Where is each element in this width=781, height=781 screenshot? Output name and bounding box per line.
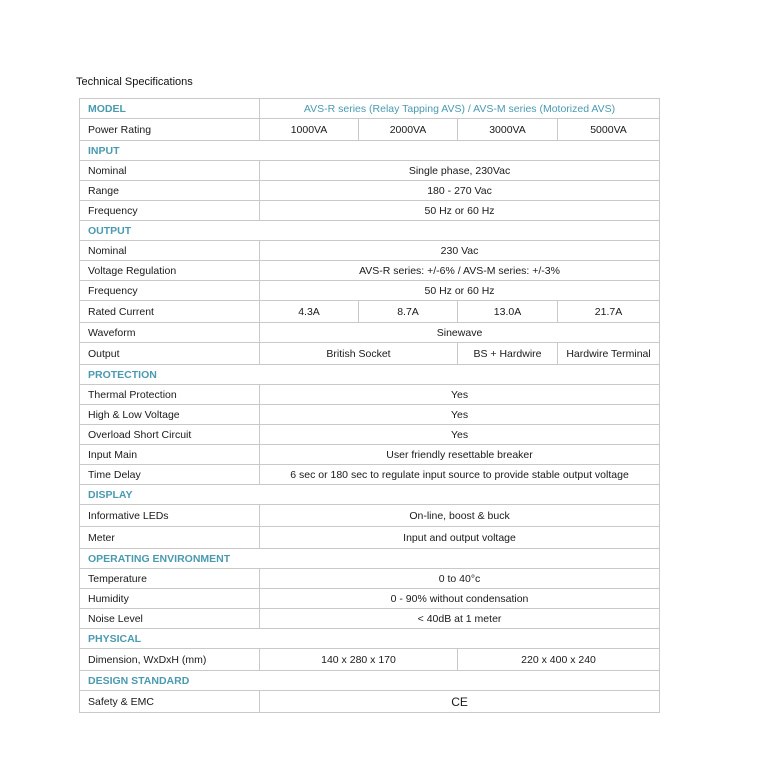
power-rating-row xyxy=(80,119,660,141)
row-label: Power Rating xyxy=(80,119,260,141)
row-label: Range xyxy=(80,181,260,201)
section-protection: PROTECTION xyxy=(80,365,660,385)
row-label: Nominal xyxy=(80,161,260,181)
table-row xyxy=(80,445,660,465)
section-input: INPUT xyxy=(80,141,660,161)
row-label: Output xyxy=(80,343,260,365)
rated-current-value: 13.0A xyxy=(458,301,558,323)
table-row xyxy=(80,691,660,713)
output-hardwire-terminal: Hardwire Terminal xyxy=(558,343,660,365)
dimension-large: 220 x 400 x 240 xyxy=(458,649,660,671)
ce-mark: CE xyxy=(260,691,660,713)
section-physical: PHYSICAL xyxy=(80,629,660,649)
row-value: 0 - 90% without condensation xyxy=(260,589,660,609)
spec-table xyxy=(79,98,660,713)
dimension-small: 140 x 280 x 170 xyxy=(260,649,458,671)
row-label: Voltage Regulation xyxy=(80,261,260,281)
row-value: User friendly resettable breaker xyxy=(260,445,660,465)
row-label: Meter xyxy=(80,527,260,549)
section-header xyxy=(80,141,660,161)
table-row xyxy=(80,425,660,445)
table-row xyxy=(80,527,660,549)
table-row xyxy=(80,505,660,527)
row-label: Waveform xyxy=(80,323,260,343)
section-header xyxy=(80,671,660,691)
row-value: Single phase, 230Vac xyxy=(260,161,660,181)
table-row xyxy=(80,569,660,589)
table-row xyxy=(80,343,660,365)
table-row xyxy=(80,261,660,281)
power-rating-value: 2000VA xyxy=(359,119,458,141)
row-label: High & Low Voltage xyxy=(80,405,260,425)
row-label: Informative LEDs xyxy=(80,505,260,527)
row-label: Dimension, WxDxH (mm) xyxy=(80,649,260,671)
row-label: Thermal Protection xyxy=(80,385,260,405)
power-rating-value: 3000VA xyxy=(458,119,558,141)
table-row xyxy=(80,609,660,629)
power-rating-value: 1000VA xyxy=(260,119,359,141)
row-label: Humidity xyxy=(80,589,260,609)
table-row xyxy=(80,465,660,485)
row-label: Temperature xyxy=(80,569,260,589)
section-header xyxy=(80,629,660,649)
section-header xyxy=(80,221,660,241)
table-row xyxy=(80,405,660,425)
output-bs-hardwire: BS + Hardwire xyxy=(458,343,558,365)
table-row xyxy=(80,323,660,343)
section-output: OUTPUT xyxy=(80,221,660,241)
row-value: Yes xyxy=(260,385,660,405)
row-label: Rated Current xyxy=(80,301,260,323)
table-row xyxy=(80,281,660,301)
row-value: On-line, boost & buck xyxy=(260,505,660,527)
table-row xyxy=(80,301,660,323)
row-value: 50 Hz or 60 Hz xyxy=(260,281,660,301)
row-value: Yes xyxy=(260,405,660,425)
row-value: 50 Hz or 60 Hz xyxy=(260,201,660,221)
table-row xyxy=(80,201,660,221)
row-label: Frequency xyxy=(80,201,260,221)
rated-current-value: 8.7A xyxy=(359,301,458,323)
model-series: AVS-R series (Relay Tapping AVS) / AVS-M series (Motorized AVS) xyxy=(260,99,660,119)
row-value: < 40dB at 1 meter xyxy=(260,609,660,629)
row-label: Safety & EMC xyxy=(80,691,260,713)
row-value: 0 to 40°c xyxy=(260,569,660,589)
row-value: 6 sec or 180 sec to regulate input source to provide stable output voltage xyxy=(260,465,660,485)
output-british-socket: British Socket xyxy=(260,343,458,365)
section-design: DESIGN STANDARD xyxy=(80,671,660,691)
table-row xyxy=(80,589,660,609)
model-label: MODEL xyxy=(80,99,260,119)
table-row xyxy=(80,161,660,181)
section-environment: OPERATING ENVIRONMENT xyxy=(80,549,660,569)
power-rating-value: 5000VA xyxy=(558,119,660,141)
row-label: Nominal xyxy=(80,241,260,261)
section-display: DISPLAY xyxy=(80,485,660,505)
row-value: Yes xyxy=(260,425,660,445)
row-value: 230 Vac xyxy=(260,241,660,261)
row-label: Frequency xyxy=(80,281,260,301)
row-value: AVS-R series: +/-6% / AVS-M series: +/-3% xyxy=(260,261,660,281)
row-label: Time Delay xyxy=(80,465,260,485)
table-row xyxy=(80,241,660,261)
row-label: Noise Level xyxy=(80,609,260,629)
rated-current-value: 4.3A xyxy=(260,301,359,323)
rated-current-value: 21.7A xyxy=(558,301,660,323)
row-label: Overload Short Circuit xyxy=(80,425,260,445)
row-label: Input Main xyxy=(80,445,260,465)
table-row xyxy=(80,385,660,405)
row-value: Input and output voltage xyxy=(260,527,660,549)
row-value: 180 - 270 Vac xyxy=(260,181,660,201)
section-header xyxy=(80,365,660,385)
table-row xyxy=(80,181,660,201)
table-row xyxy=(80,649,660,671)
model-row xyxy=(80,99,660,119)
row-value: Sinewave xyxy=(260,323,660,343)
section-header xyxy=(80,485,660,505)
page-title: Technical Specifications xyxy=(76,76,193,88)
section-header xyxy=(80,549,660,569)
